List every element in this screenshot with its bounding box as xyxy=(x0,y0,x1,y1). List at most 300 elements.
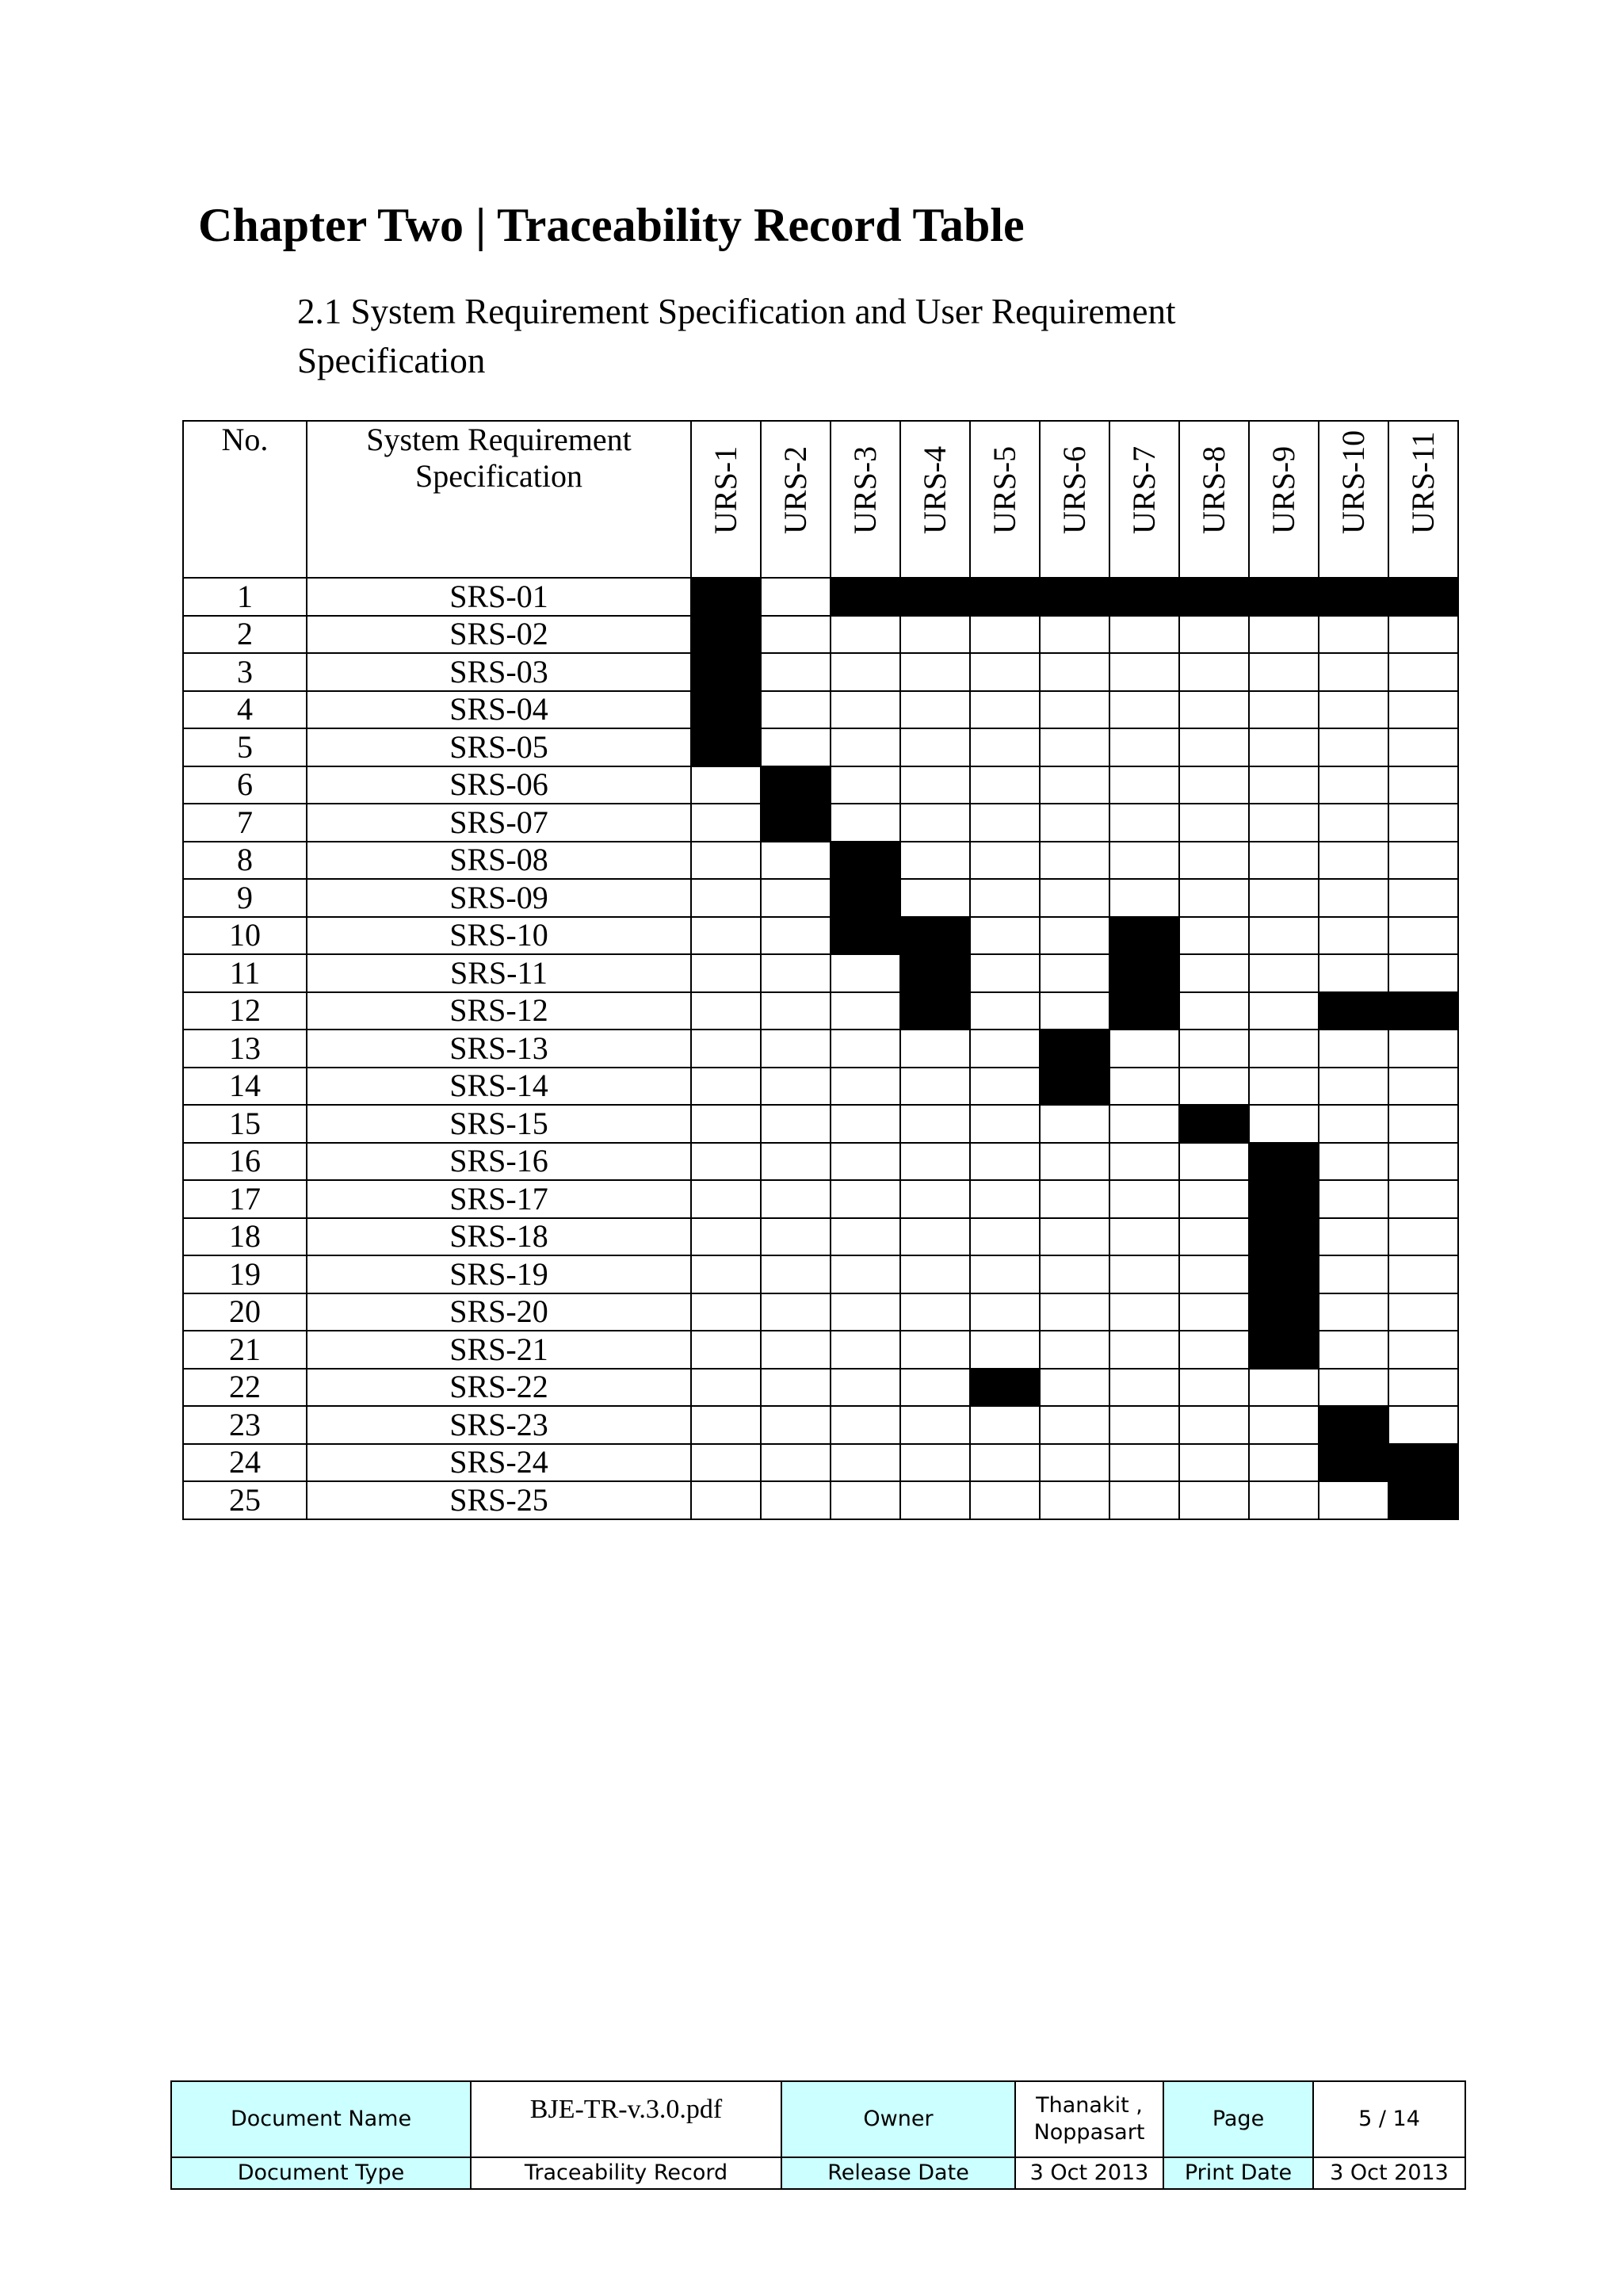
trace-mark-empty xyxy=(970,1143,1040,1181)
trace-mark-empty xyxy=(1109,1293,1179,1331)
header-urs-label: URS-4 xyxy=(917,445,953,534)
header-urs xyxy=(970,421,1040,578)
trace-mark-filled xyxy=(970,1369,1040,1407)
trace-mark-empty xyxy=(1249,1444,1319,1482)
header-srs: System Requirement Specification xyxy=(307,421,691,578)
trace-mark-empty xyxy=(1040,1143,1109,1181)
trace-mark-empty xyxy=(900,1218,970,1256)
trace-mark-empty xyxy=(900,1143,970,1181)
row-number: 20 xyxy=(183,1293,307,1331)
matrix-body xyxy=(183,578,1458,1519)
matrix-header-row xyxy=(183,421,1458,578)
trace-mark-empty xyxy=(831,804,900,842)
trace-mark-empty xyxy=(761,1293,831,1331)
trace-mark-empty xyxy=(970,1444,1040,1482)
trace-mark-empty xyxy=(1040,1331,1109,1369)
trace-mark-empty xyxy=(1109,1369,1179,1407)
srs-id: SRS-07 xyxy=(307,804,691,842)
srs-id: SRS-02 xyxy=(307,616,691,654)
table-row xyxy=(183,691,1458,729)
trace-mark-empty xyxy=(831,1481,900,1519)
trace-mark-filled xyxy=(691,691,761,729)
trace-mark-empty xyxy=(761,578,831,616)
trace-mark-empty xyxy=(1040,992,1109,1030)
trace-mark-empty xyxy=(761,1369,831,1407)
trace-mark-empty xyxy=(1109,1068,1179,1106)
trace-mark-empty xyxy=(761,691,831,729)
trace-mark-empty xyxy=(970,879,1040,917)
trace-mark-empty xyxy=(1388,879,1458,917)
document-type-label: Document Type xyxy=(171,2157,471,2189)
trace-mark-empty xyxy=(761,1068,831,1106)
srs-id: SRS-25 xyxy=(307,1481,691,1519)
trace-mark-empty xyxy=(761,1255,831,1293)
trace-mark-empty xyxy=(1179,804,1249,842)
header-urs xyxy=(900,421,970,578)
trace-mark-empty xyxy=(1109,1406,1179,1444)
trace-mark-empty xyxy=(761,992,831,1030)
trace-mark-empty xyxy=(761,616,831,654)
trace-mark-empty xyxy=(1388,1331,1458,1369)
trace-mark-empty xyxy=(761,1444,831,1482)
trace-mark-empty xyxy=(1249,1068,1319,1106)
trace-mark-empty xyxy=(1319,804,1388,842)
trace-mark-empty xyxy=(900,728,970,766)
row-number: 21 xyxy=(183,1331,307,1369)
trace-mark-empty xyxy=(1319,653,1388,691)
trace-mark-empty xyxy=(1249,879,1319,917)
row-number: 19 xyxy=(183,1255,307,1293)
trace-mark-empty xyxy=(691,1444,761,1482)
trace-mark-empty xyxy=(761,917,831,955)
trace-mark-empty xyxy=(1388,1180,1458,1218)
trace-mark-filled xyxy=(1179,578,1249,616)
table-row xyxy=(183,1068,1458,1106)
srs-id: SRS-12 xyxy=(307,992,691,1030)
trace-mark-empty xyxy=(1040,879,1109,917)
row-number: 16 xyxy=(183,1143,307,1181)
trace-mark-filled xyxy=(691,653,761,691)
trace-mark-empty xyxy=(1388,616,1458,654)
trace-mark-empty xyxy=(831,954,900,992)
trace-mark-empty xyxy=(1040,728,1109,766)
trace-mark-filled xyxy=(1040,578,1109,616)
table-row xyxy=(183,616,1458,654)
table-row xyxy=(183,1143,1458,1181)
trace-mark-empty xyxy=(691,842,761,880)
trace-mark-filled xyxy=(831,917,900,955)
trace-mark-empty xyxy=(970,1030,1040,1068)
trace-mark-empty xyxy=(831,1180,900,1218)
table-row xyxy=(183,1406,1458,1444)
trace-mark-empty xyxy=(970,1255,1040,1293)
trace-mark-empty xyxy=(761,1105,831,1143)
header-urs xyxy=(1249,421,1319,578)
trace-mark-filled xyxy=(1249,578,1319,616)
row-number: 15 xyxy=(183,1105,307,1143)
release-date-value: 3 Oct 2013 xyxy=(1015,2157,1163,2189)
trace-mark-empty xyxy=(970,616,1040,654)
trace-mark-empty xyxy=(1388,728,1458,766)
trace-mark-empty xyxy=(1109,1143,1179,1181)
trace-mark-empty xyxy=(1249,691,1319,729)
section-heading: 2.1 System Requirement Specification and User Requirement Specification xyxy=(297,292,1176,380)
trace-mark-filled xyxy=(1249,1143,1319,1181)
trace-mark-empty xyxy=(1040,653,1109,691)
header-urs xyxy=(691,421,761,578)
srs-id: SRS-01 xyxy=(307,578,691,616)
trace-mark-empty xyxy=(1388,1030,1458,1068)
trace-mark-empty xyxy=(970,1406,1040,1444)
row-number: 2 xyxy=(183,616,307,654)
trace-mark-filled xyxy=(1040,1030,1109,1068)
trace-mark-empty xyxy=(691,1293,761,1331)
trace-mark-empty xyxy=(900,691,970,729)
trace-mark-empty xyxy=(691,1255,761,1293)
trace-mark-empty xyxy=(1319,954,1388,992)
trace-mark-empty xyxy=(691,766,761,804)
footer-row xyxy=(171,2157,1465,2189)
trace-mark-empty xyxy=(1179,653,1249,691)
chapter-title: Chapter Two | Traceability Record Table xyxy=(198,199,1025,251)
trace-mark-empty xyxy=(1388,1218,1458,1256)
table-row xyxy=(183,728,1458,766)
trace-mark-empty xyxy=(831,1293,900,1331)
trace-mark-filled xyxy=(691,616,761,654)
trace-mark-empty xyxy=(1179,1406,1249,1444)
trace-mark-filled xyxy=(1319,578,1388,616)
trace-mark-empty xyxy=(831,616,900,654)
trace-mark-empty xyxy=(900,1293,970,1331)
trace-mark-empty xyxy=(1319,1293,1388,1331)
trace-mark-filled xyxy=(1109,992,1179,1030)
row-number: 1 xyxy=(183,578,307,616)
trace-mark-empty xyxy=(1109,842,1179,880)
trace-mark-empty xyxy=(1388,804,1458,842)
srs-id: SRS-08 xyxy=(307,842,691,880)
trace-mark-empty xyxy=(1179,1369,1249,1407)
trace-mark-empty xyxy=(1319,728,1388,766)
table-row xyxy=(183,842,1458,880)
header-urs-label: URS-1 xyxy=(708,445,743,534)
trace-mark-empty xyxy=(1179,842,1249,880)
trace-mark-empty xyxy=(831,992,900,1030)
trace-mark-empty xyxy=(1179,1030,1249,1068)
trace-mark-empty xyxy=(1179,766,1249,804)
trace-mark-empty xyxy=(1319,917,1388,955)
trace-mark-empty xyxy=(1179,728,1249,766)
trace-mark-empty xyxy=(900,879,970,917)
trace-mark-empty xyxy=(691,917,761,955)
print-date-label: Print Date xyxy=(1163,2157,1313,2189)
owner-value: Thanakit , Noppasart xyxy=(1015,2081,1163,2157)
trace-mark-filled xyxy=(900,578,970,616)
table-row xyxy=(183,1030,1458,1068)
trace-mark-empty xyxy=(900,1444,970,1482)
trace-mark-filled xyxy=(1179,1105,1249,1143)
trace-mark-empty xyxy=(831,728,900,766)
row-number: 24 xyxy=(183,1444,307,1482)
trace-mark-empty xyxy=(970,1105,1040,1143)
trace-mark-empty xyxy=(1109,1030,1179,1068)
table-row xyxy=(183,917,1458,955)
trace-mark-empty xyxy=(1109,879,1179,917)
srs-id: SRS-13 xyxy=(307,1030,691,1068)
trace-mark-empty xyxy=(1249,728,1319,766)
trace-mark-empty xyxy=(1179,616,1249,654)
srs-id: SRS-19 xyxy=(307,1255,691,1293)
trace-mark-empty xyxy=(900,1180,970,1218)
trace-mark-filled xyxy=(900,917,970,955)
srs-id: SRS-24 xyxy=(307,1444,691,1482)
footer-row xyxy=(171,2081,1465,2157)
srs-id: SRS-23 xyxy=(307,1406,691,1444)
trace-mark-empty xyxy=(1040,917,1109,955)
header-urs xyxy=(1109,421,1179,578)
trace-mark-filled xyxy=(1249,1180,1319,1218)
page-value: 5 / 14 xyxy=(1313,2081,1465,2157)
trace-mark-empty xyxy=(970,728,1040,766)
row-number: 6 xyxy=(183,766,307,804)
trace-mark-empty xyxy=(1040,1255,1109,1293)
owner-label: Owner xyxy=(781,2081,1015,2157)
trace-mark-filled xyxy=(1109,917,1179,955)
trace-mark-empty xyxy=(1319,1180,1388,1218)
trace-mark-empty xyxy=(1179,1331,1249,1369)
trace-mark-empty xyxy=(1388,1369,1458,1407)
trace-mark-empty xyxy=(1319,766,1388,804)
trace-mark-filled xyxy=(1249,1255,1319,1293)
trace-mark-empty xyxy=(1109,728,1179,766)
trace-mark-empty xyxy=(900,653,970,691)
row-number: 11 xyxy=(183,954,307,992)
row-number: 7 xyxy=(183,804,307,842)
trace-mark-empty xyxy=(1249,616,1319,654)
trace-mark-empty xyxy=(1040,691,1109,729)
header-urs xyxy=(1179,421,1249,578)
trace-mark-empty xyxy=(761,1481,831,1519)
header-urs xyxy=(1319,421,1388,578)
table-row xyxy=(183,1105,1458,1143)
row-number: 23 xyxy=(183,1406,307,1444)
row-number: 3 xyxy=(183,653,307,691)
trace-mark-empty xyxy=(761,879,831,917)
trace-mark-empty xyxy=(900,842,970,880)
trace-mark-empty xyxy=(761,1406,831,1444)
trace-mark-empty xyxy=(831,1255,900,1293)
table-row xyxy=(183,1444,1458,1482)
table-row xyxy=(183,1293,1458,1331)
trace-mark-empty xyxy=(1179,992,1249,1030)
trace-mark-empty xyxy=(1040,1444,1109,1482)
trace-mark-empty xyxy=(1109,1180,1179,1218)
trace-mark-empty xyxy=(1249,1105,1319,1143)
trace-mark-empty xyxy=(691,1218,761,1256)
trace-mark-empty xyxy=(1109,1255,1179,1293)
trace-mark-empty xyxy=(1249,954,1319,992)
trace-mark-empty xyxy=(1319,842,1388,880)
trace-mark-empty xyxy=(1319,691,1388,729)
trace-mark-empty xyxy=(1040,1180,1109,1218)
header-urs-label: URS-2 xyxy=(777,445,813,534)
document-name-label: Document Name xyxy=(171,2081,471,2157)
header-urs-label: URS-6 xyxy=(1056,445,1092,534)
table-row xyxy=(183,954,1458,992)
trace-mark-empty xyxy=(1179,879,1249,917)
row-number: 13 xyxy=(183,1030,307,1068)
trace-mark-empty xyxy=(831,1406,900,1444)
table-row xyxy=(183,766,1458,804)
trace-mark-empty xyxy=(831,766,900,804)
trace-mark-empty xyxy=(1179,954,1249,992)
trace-mark-empty xyxy=(970,691,1040,729)
trace-mark-empty xyxy=(970,1293,1040,1331)
trace-mark-empty xyxy=(1179,1143,1249,1181)
trace-mark-empty xyxy=(1388,1105,1458,1143)
trace-mark-empty xyxy=(1388,1293,1458,1331)
trace-mark-empty xyxy=(1319,1105,1388,1143)
trace-mark-empty xyxy=(1388,653,1458,691)
srs-id: SRS-16 xyxy=(307,1143,691,1181)
release-date-label: Release Date xyxy=(781,2157,1015,2189)
row-number: 14 xyxy=(183,1068,307,1106)
trace-mark-empty xyxy=(1388,954,1458,992)
trace-mark-empty xyxy=(1179,691,1249,729)
trace-mark-empty xyxy=(691,804,761,842)
trace-mark-empty xyxy=(1319,1143,1388,1181)
trace-mark-empty xyxy=(900,616,970,654)
trace-mark-empty xyxy=(900,1369,970,1407)
trace-mark-empty xyxy=(761,842,831,880)
trace-mark-empty xyxy=(1109,1331,1179,1369)
trace-mark-empty xyxy=(970,842,1040,880)
trace-mark-empty xyxy=(831,1331,900,1369)
row-number: 8 xyxy=(183,842,307,880)
srs-id: SRS-03 xyxy=(307,653,691,691)
trace-mark-empty xyxy=(1109,1444,1179,1482)
srs-id: SRS-11 xyxy=(307,954,691,992)
row-number: 18 xyxy=(183,1218,307,1256)
trace-mark-empty xyxy=(1249,842,1319,880)
row-number: 10 xyxy=(183,917,307,955)
trace-mark-empty xyxy=(831,1105,900,1143)
trace-mark-empty xyxy=(1040,1105,1109,1143)
trace-mark-empty xyxy=(691,1143,761,1181)
trace-mark-empty xyxy=(691,1180,761,1218)
table-row xyxy=(183,1481,1458,1519)
trace-mark-empty xyxy=(1040,804,1109,842)
trace-mark-empty xyxy=(1109,766,1179,804)
trace-mark-empty xyxy=(831,1068,900,1106)
trace-mark-empty xyxy=(1179,1180,1249,1218)
row-number: 17 xyxy=(183,1180,307,1218)
trace-mark-empty xyxy=(900,804,970,842)
table-row xyxy=(183,879,1458,917)
trace-mark-empty xyxy=(970,653,1040,691)
trace-mark-empty xyxy=(1249,917,1319,955)
trace-mark-empty xyxy=(970,766,1040,804)
header-urs xyxy=(761,421,831,578)
trace-mark-empty xyxy=(1388,691,1458,729)
trace-mark-filled xyxy=(831,879,900,917)
table-row xyxy=(183,1180,1458,1218)
trace-mark-filled xyxy=(831,578,900,616)
trace-mark-empty xyxy=(691,1369,761,1407)
srs-id: SRS-10 xyxy=(307,917,691,955)
trace-mark-empty xyxy=(1388,842,1458,880)
srs-id: SRS-06 xyxy=(307,766,691,804)
row-number: 9 xyxy=(183,879,307,917)
trace-mark-empty xyxy=(900,1255,970,1293)
trace-mark-empty xyxy=(761,1030,831,1068)
trace-mark-empty xyxy=(1388,1406,1458,1444)
trace-mark-empty xyxy=(831,1369,900,1407)
srs-id: SRS-18 xyxy=(307,1218,691,1256)
trace-mark-empty xyxy=(761,728,831,766)
trace-mark-empty xyxy=(831,1444,900,1482)
trace-mark-empty xyxy=(691,879,761,917)
trace-mark-empty xyxy=(900,1030,970,1068)
trace-mark-filled xyxy=(970,578,1040,616)
trace-mark-empty xyxy=(1249,1406,1319,1444)
trace-mark-empty xyxy=(691,1406,761,1444)
row-number: 22 xyxy=(183,1369,307,1407)
trace-mark-filled xyxy=(1388,992,1458,1030)
trace-mark-empty xyxy=(1040,1218,1109,1256)
trace-mark-empty xyxy=(761,1180,831,1218)
table-row xyxy=(183,1218,1458,1256)
header-urs xyxy=(1040,421,1109,578)
trace-mark-empty xyxy=(1249,653,1319,691)
trace-mark-empty xyxy=(1109,616,1179,654)
header-urs-label: URS-3 xyxy=(847,445,883,534)
trace-mark-empty xyxy=(1179,1444,1249,1482)
trace-mark-empty xyxy=(1249,804,1319,842)
header-urs-label: URS-7 xyxy=(1126,445,1162,534)
trace-mark-empty xyxy=(1109,1105,1179,1143)
page-label: Page xyxy=(1163,2081,1313,2157)
trace-mark-empty xyxy=(900,1406,970,1444)
trace-mark-empty xyxy=(1109,653,1179,691)
trace-mark-empty xyxy=(900,1331,970,1369)
header-urs-label: URS-11 xyxy=(1405,431,1441,534)
trace-mark-empty xyxy=(970,1331,1040,1369)
trace-mark-empty xyxy=(970,1481,1040,1519)
trace-mark-filled xyxy=(1109,578,1179,616)
trace-mark-empty xyxy=(1249,1369,1319,1407)
trace-mark-empty xyxy=(1319,1369,1388,1407)
row-number: 4 xyxy=(183,691,307,729)
trace-mark-empty xyxy=(761,1218,831,1256)
trace-mark-empty xyxy=(970,1068,1040,1106)
trace-mark-empty xyxy=(761,1143,831,1181)
document-footer xyxy=(170,2080,1466,2190)
trace-mark-empty xyxy=(691,954,761,992)
trace-mark-empty xyxy=(970,804,1040,842)
print-date-value: 3 Oct 2013 xyxy=(1313,2157,1465,2189)
trace-mark-empty xyxy=(1179,917,1249,955)
srs-id: SRS-20 xyxy=(307,1293,691,1331)
table-row xyxy=(183,578,1458,616)
header-no: No. xyxy=(183,421,307,578)
trace-mark-empty xyxy=(691,992,761,1030)
srs-id: SRS-04 xyxy=(307,691,691,729)
trace-mark-empty xyxy=(1040,1369,1109,1407)
trace-mark-empty xyxy=(691,1105,761,1143)
document-type-value: Traceability Record xyxy=(471,2157,781,2189)
trace-mark-empty xyxy=(831,653,900,691)
trace-mark-filled xyxy=(1319,1406,1388,1444)
